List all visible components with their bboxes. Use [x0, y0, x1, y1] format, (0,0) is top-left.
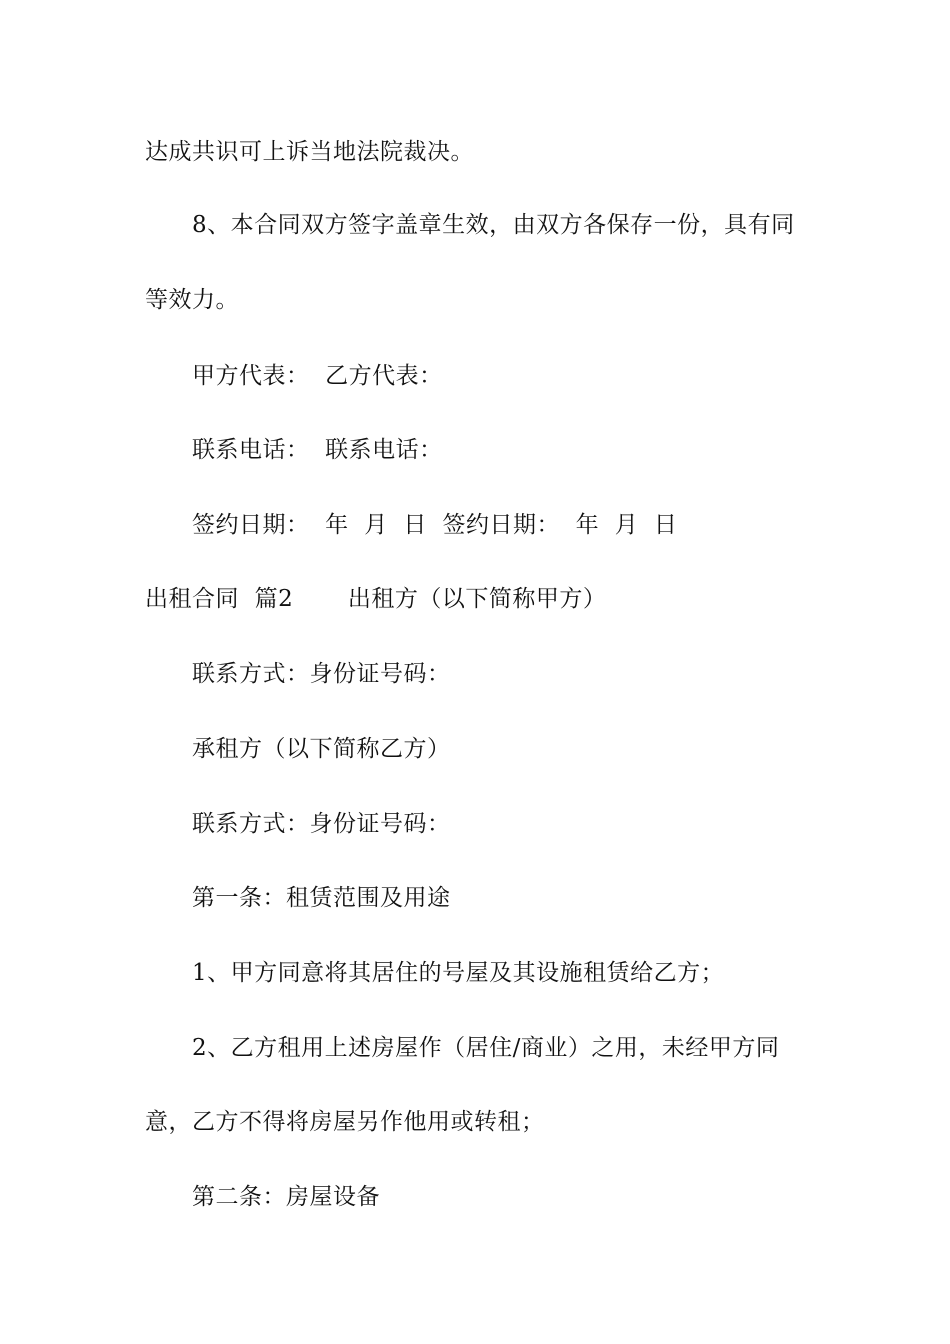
section-heading: 出租合同 篇2 出租方（以下简称甲方）: [145, 586, 607, 612]
signature-dates: 签约日期： 年 月 日 签约日期： 年 月 日: [192, 512, 678, 538]
clause-heading: 第一条：租赁范围及用途: [192, 885, 451, 911]
signature-representatives: 甲方代表： 乙方代表：: [192, 363, 443, 389]
text-line: 意，乙方不得将房屋另作他用或转租；: [145, 1109, 545, 1135]
text-line: 2、乙方租用上述房屋作（居住/商业）之用，未经甲方同: [192, 1035, 780, 1061]
text-line: 联系方式：身份证号码：: [192, 811, 451, 837]
text-line: 达成共识可上诉当地法院裁决。: [145, 139, 474, 165]
text-line: 1、甲方同意将其居住的号屋及其设施租赁给乙方；: [192, 960, 725, 986]
text-line: 8、本合同双方签字盖章生效，由双方各保存一份，具有同: [192, 212, 795, 238]
clause-heading: 第二条：房屋设备: [192, 1184, 380, 1210]
signature-phones: 联系电话： 联系电话：: [192, 437, 443, 463]
text-line: 等效力。: [145, 287, 239, 313]
text-line: 联系方式：身份证号码：: [192, 661, 451, 687]
text-line: 承租方（以下简称乙方）: [192, 736, 451, 762]
